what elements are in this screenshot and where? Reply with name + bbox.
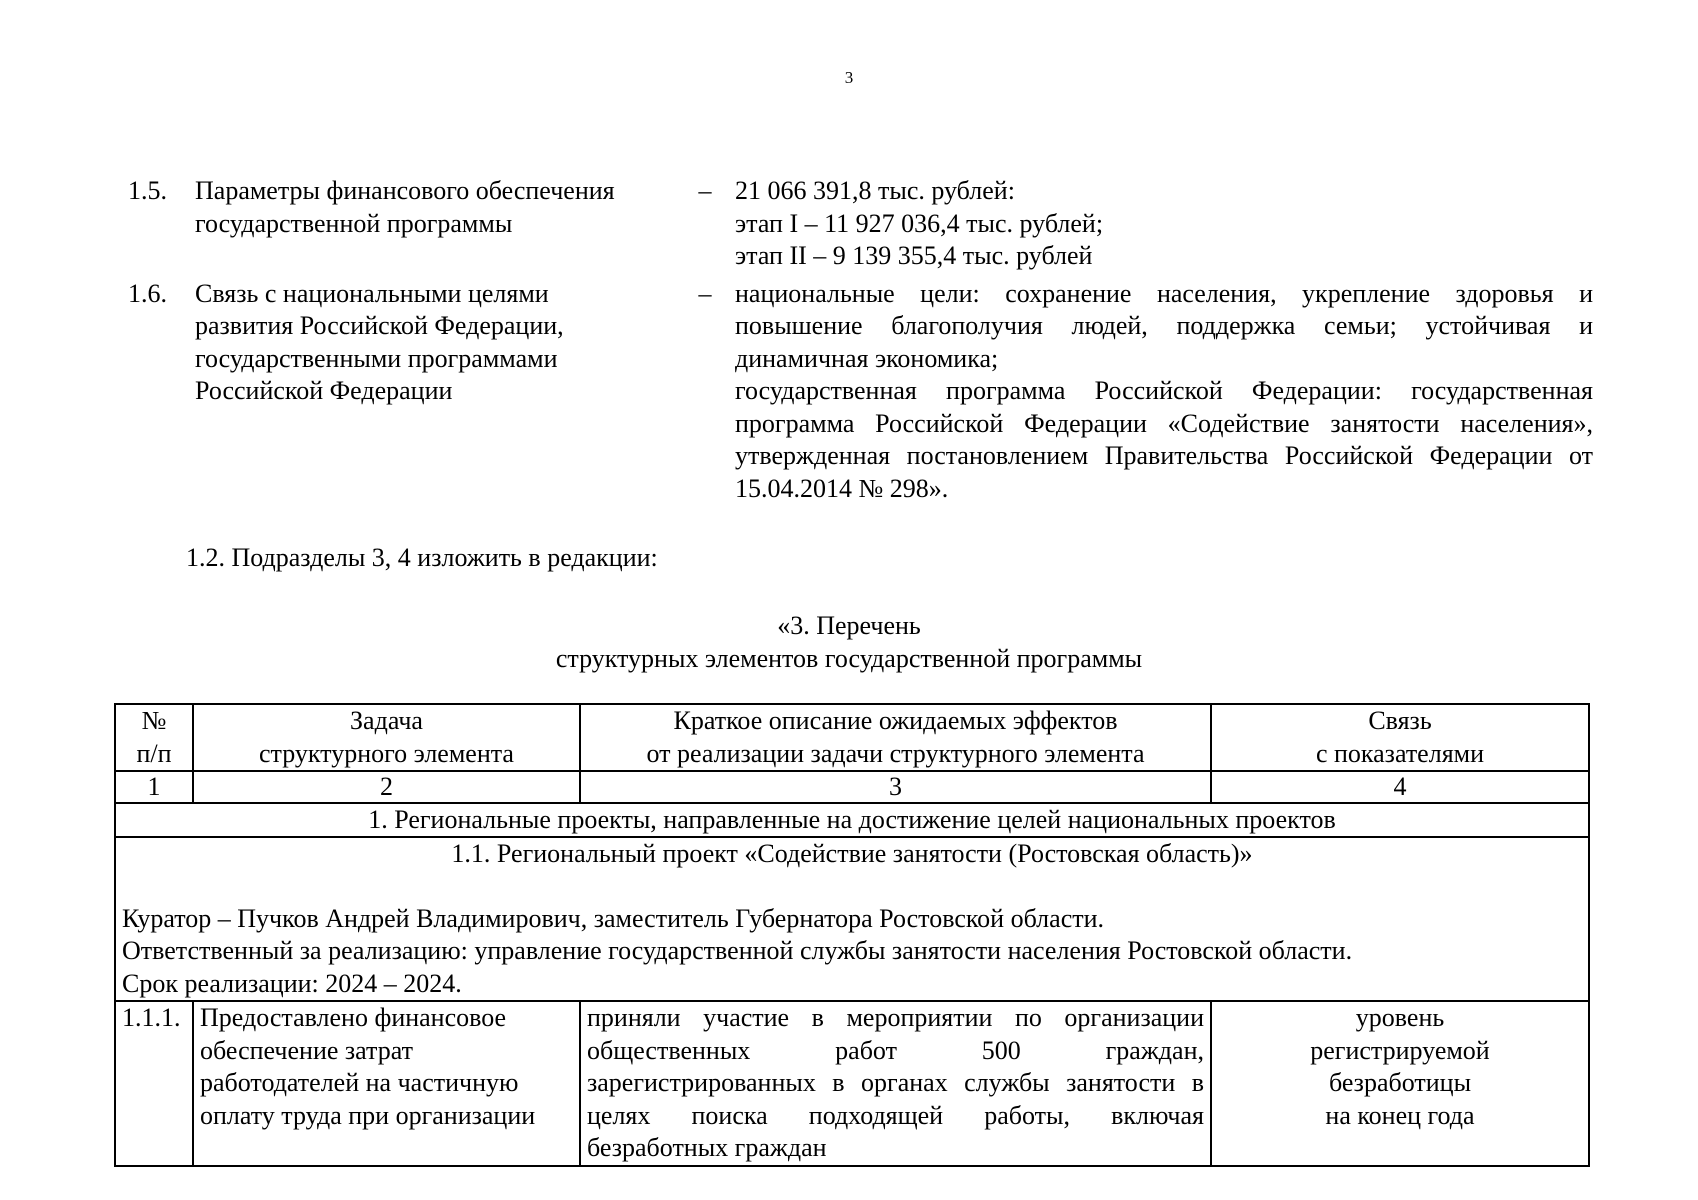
header-line: № — [141, 706, 167, 735]
indicator-line: регистрируемой — [1310, 1035, 1490, 1065]
section-row-cell: 1. Региональные проекты, направленные на достижение целей национальных проектов — [115, 803, 1589, 837]
indicator-line: на конец года — [1325, 1100, 1475, 1130]
structural-elements-table — [114, 703, 1590, 1167]
passport-row-label: Параметры финансового обеспечения государственной программы — [195, 176, 615, 238]
section-title — [0, 610, 1698, 675]
header-line: Краткое описание ожидаемых эффектов — [673, 706, 1118, 735]
passport-value-line: этап I – 11 927 036,4 тыс. рублей; — [735, 208, 1104, 238]
passport-row — [128, 175, 1588, 273]
column-number-cell: 3 — [580, 771, 1211, 803]
task-line: оплату труда при организации — [200, 1100, 536, 1130]
page-number: 3 — [844, 68, 854, 87]
project-responsible: Ответственный за реализацию: управление государственной службы занятости населения Ростовской области. — [122, 936, 1353, 965]
column-number-row — [115, 771, 1589, 803]
row-number-cell: 1.1.1. — [115, 1001, 193, 1166]
column-number-cell: 1 — [115, 771, 193, 803]
passport-row — [128, 278, 1593, 506]
passport-row-value — [735, 175, 1593, 273]
passport-row-dash: – — [698, 176, 712, 205]
header-line: от реализации задачи структурного элемента — [646, 738, 1145, 768]
header-cell-effects — [580, 704, 1211, 771]
passport-value-line: этап II – 9 139 355,4 тыс. рублей — [735, 241, 1093, 270]
header-cell-task — [193, 704, 580, 771]
header-line: п/п — [136, 738, 172, 768]
table-header-row — [115, 704, 1589, 771]
passport-section — [128, 175, 1593, 510]
row-indicator-cell — [1211, 1001, 1589, 1166]
row-task-cell — [193, 1001, 580, 1166]
header-line: Задача — [350, 706, 423, 735]
header-line: структурного элемента — [259, 738, 514, 768]
passport-value-paragraph: государственная программа Российской Федерации: государственная программа Российской Федерации «Содействие занятости населения», утвержденная постановлением Правительства Российской Федерации от 15.04.2014 № 298». — [735, 376, 1593, 503]
task-line: обеспечение затрат — [200, 1035, 413, 1065]
task-line: работодателей на частичную — [200, 1068, 519, 1097]
project-title: 1.1. Региональный проект «Содействие занятости (Ростовская область)» — [451, 839, 1253, 868]
passport-row-number: 1.6. — [128, 278, 167, 308]
indicator-line: безработицы — [1328, 1068, 1472, 1097]
passport-value-line: 21 066 391,8 тыс. рублей: — [735, 176, 1015, 205]
project-term: Срок реализации: 2024 – 2024. — [122, 968, 462, 998]
header-cell-number — [115, 704, 193, 771]
column-number-cell: 2 — [193, 771, 580, 803]
section-title-line: структурных элементов государственной программы — [555, 643, 1143, 673]
passport-value-paragraph: национальные цели: сохранение населения, укрепление здоровья и повышение благополучия людей, поддержка семьи; устойчивая и динамичная экономика; — [735, 278, 1593, 373]
section-title-line: «3. Перечень — [777, 611, 921, 640]
project-curator: Куратор – Пучков Андрей Владимирович, заместитель Губернатора Ростовской области. — [122, 903, 1105, 933]
indicator-line: уровень — [1355, 1003, 1445, 1032]
passport-row-label: Связь с национальными целями развития Российской Федерации, государственными программами Российской Федерации — [195, 278, 564, 405]
passport-row-number: 1.5. — [128, 176, 167, 205]
row-effects-cell: приняли участие в мероприятии по организации общественных работ 500 граждан, зарегистрированных в органах службы занятости в целях поиска подходящей работы, включая безработных граждан — [580, 1001, 1211, 1166]
section-row — [115, 803, 1589, 837]
table-row — [115, 1001, 1589, 1166]
header-line: Связь — [1368, 706, 1432, 735]
column-number-cell: 4 — [1211, 771, 1589, 803]
header-cell-indicators — [1211, 704, 1589, 771]
amendment-intro: 1.2. Подразделы 3, 4 изложить в редакции: — [186, 543, 658, 572]
project-row — [115, 837, 1589, 1001]
task-line: Предоставлено финансовое — [200, 1003, 507, 1032]
passport-row-dash: – — [698, 278, 712, 308]
header-line: с показателями — [1315, 738, 1485, 768]
project-cell — [115, 837, 1589, 1001]
passport-row-value — [735, 278, 1593, 506]
